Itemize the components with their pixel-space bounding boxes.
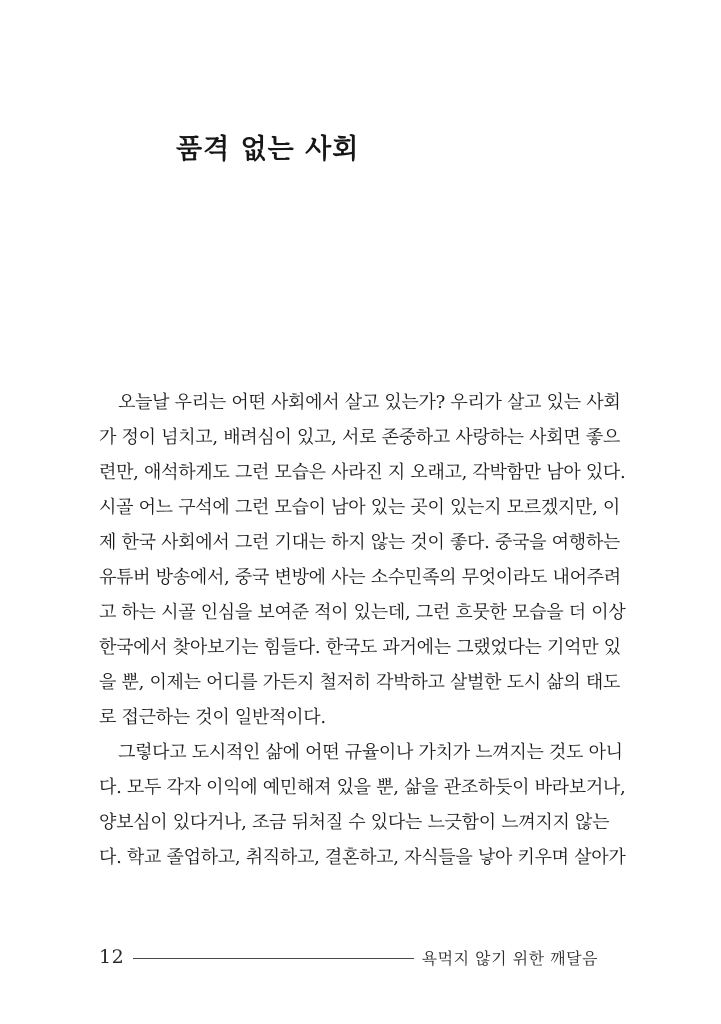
body-line: 다. 모두 각자 이익에 예민해져 있을 뿐, 삶을 관조하듯이 바라보거나, <box>99 777 626 798</box>
footer-book-title: 욕먹지 않기 위한 깨달음 <box>421 948 598 968</box>
body-line: 고 하는 시골 인심을 보여준 적이 있는데, 그런 흐뭇한 모습을 더 이상 <box>99 602 626 623</box>
body-line: 로 접근하는 것이 일반적이다. <box>99 707 326 728</box>
page-number: 12 <box>99 946 125 968</box>
body-line: 그렇다고 도시적인 삶에 어떤 규율이나 가치가 느껴지는 것도 아니 <box>118 742 623 763</box>
chapter-title: 품격 없는 사회 <box>176 134 360 165</box>
body-line: 오늘날 우리는 어떤 사회에서 살고 있는가? 우리가 살고 있는 사회 <box>118 392 621 413</box>
body-line: 유튜버 방송에서, 중국 변방에 사는 소수민족의 무엇이라도 내어주려 <box>99 567 621 588</box>
body-paragraph <box>99 735 626 875</box>
page-footer <box>99 944 598 970</box>
body-line: 제 한국 사회에서 그런 기대는 하지 않는 것이 좋다. 중국을 여행하는 <box>99 532 621 553</box>
body-line: 양보심이 있다거나, 조금 뒤처질 수 있다는 느긋함이 느껴지지 않는 <box>99 812 610 833</box>
body-line: 을 뿐, 이제는 어디를 가든지 철저히 각박하고 살벌한 도시 삶의 태도 <box>99 672 621 693</box>
body-line: 한국에서 찾아보기는 힘들다. 한국도 과거에는 그랬었다는 기억만 있 <box>99 637 621 658</box>
body-line: 가 정이 넘치고, 배려심이 있고, 서로 존중하고 사랑하는 사회면 좋으 <box>99 427 621 448</box>
body-line: 련만, 애석하게도 그런 모습은 사라진 지 오래고, 각박함만 남아 있다. <box>99 462 626 483</box>
body-line: 다. 학교 졸업하고, 취직하고, 결혼하고, 자식들을 낳아 키우며 살아가 <box>99 847 626 868</box>
body-text <box>99 385 626 875</box>
footer-rule <box>133 958 413 959</box>
body-paragraph <box>99 385 626 735</box>
body-line: 시골 어느 구석에 그런 모습이 남아 있는 곳이 있는지 모르겠지만, 이 <box>99 497 621 518</box>
